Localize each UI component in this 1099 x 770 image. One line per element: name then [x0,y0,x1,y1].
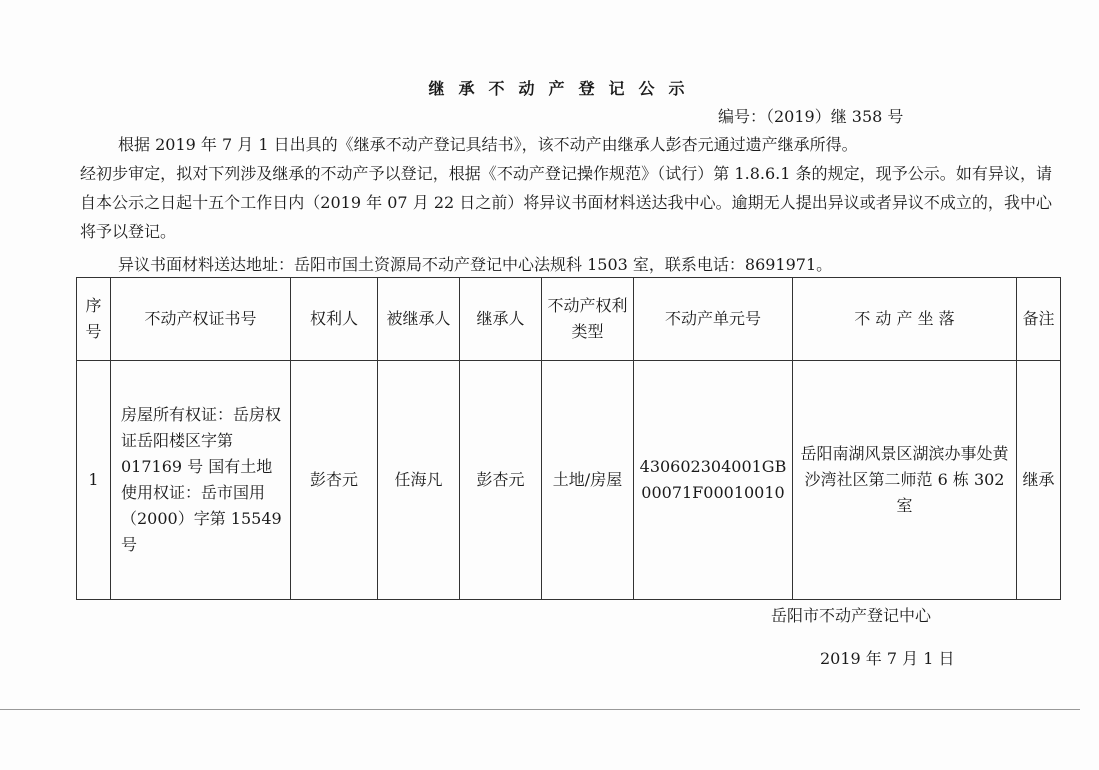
header-location: 不 动 产 坐 落 [793,278,1017,361]
paragraph-objection-address: 异议书面材料送达地址：岳阳市国土资源局不动产登记中心法规科 1503 室，联系电话：8691971。 [118,255,833,274]
cell-cert: 房屋所有权证：岳房权证岳阳楼区字第 017169 号 国有土地使用权证：岳市国用（2000）字第 15549 号 [111,361,291,600]
cell-location: 岳阳南湖风景区湖滨办事处黄沙湾社区第二师范 6 栋 302 室 [793,361,1017,600]
table-header-row [77,278,1061,361]
notice-title: 继承不动产登记公示 [428,79,699,98]
cell-right-type: 土地/房屋 [542,361,634,600]
issuing-organization: 岳阳市不动产登记中心 [771,606,932,625]
header-heir: 继承人 [460,278,542,361]
table-row [77,361,1061,600]
page-bottom-edge [0,709,1080,710]
cell-seq: 1 [77,361,111,600]
header-cert: 不动产权证书号 [111,278,291,361]
cell-holder: 彭杏元 [291,361,378,600]
header-seq: 序号 [77,278,111,361]
cell-heir: 彭杏元 [460,361,542,600]
document-number: 编号：（2019）继 358 号 [718,107,904,126]
cell-decedent: 任海凡 [378,361,460,600]
cell-remark: 继承 [1017,361,1061,600]
header-decedent: 被继承人 [378,278,460,361]
cell-unit-no: 430602304001GB00071F00010010 [634,361,793,600]
registration-table [76,277,1061,600]
header-right-type: 不动产权利类型 [542,278,634,361]
header-unit-no: 不动产单元号 [634,278,793,361]
paragraph-notice: 经初步审定，拟对下列涉及继承的不动产予以登记，根据《不动产登记操作规范》（试行）第 1.8.6.1 条的规定，现予公示。如有异议，请自本公示之日起十五个工作日内（2019 年 07 月 22 日之前）将异议书面材料送达我中心。逾期无人提出异议或者异议不成立的，我中心将予以登记。 [80,164,1052,241]
header-holder: 权利人 [291,278,378,361]
issue-date: 2019 年 7 月 1 日 [820,649,955,668]
paragraph-basis: 根据 2019 年 7 月 1 日出具的《继承不动产登记具结书》，该不动产由继承人彭杏元通过遗产继承所得。 [118,135,858,154]
header-remark: 备注 [1017,278,1061,361]
